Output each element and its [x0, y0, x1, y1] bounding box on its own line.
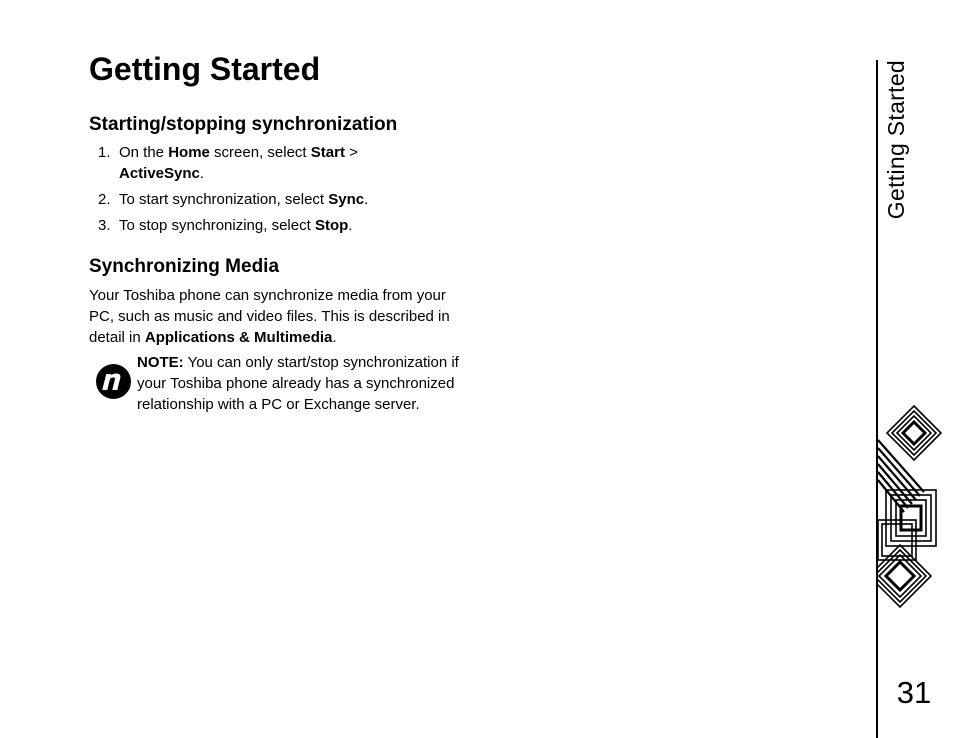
- step-text: On the Home screen, select Start > ActiveSync.: [119, 144, 358, 182]
- list-item: [89, 142, 449, 184]
- media-paragraph: Your Toshiba phone can synchronize media from your PC, such as music and video files. This is described in detail in Applications & Multimedia.: [89, 287, 450, 346]
- step-text: To stop synchronizing, select Stop.: [119, 217, 353, 234]
- decorative-diamond-pattern-icon: [876, 400, 948, 620]
- section-heading-sync: Starting/stopping synchronization: [89, 114, 398, 135]
- list-item: [89, 189, 449, 210]
- side-tab-label: Getting Started: [883, 60, 909, 220]
- list-item: [89, 215, 449, 236]
- note-label: NOTE:: [137, 354, 184, 371]
- page-title: Getting Started: [89, 51, 321, 87]
- step-number: 2.: [98, 191, 111, 208]
- sync-steps-list: [89, 142, 449, 241]
- step-number: 1.: [98, 144, 111, 161]
- step-text: To start synchronization, select Sync.: [119, 191, 369, 208]
- section-heading-media: Synchronizing Media: [89, 256, 280, 277]
- step-number: 3.: [98, 217, 111, 234]
- note-text: NOTE: You can only start/stop synchronization if your Toshiba phone already has a synchronized relationship with a PC or Exchange server.: [137, 354, 459, 413]
- note-icon: [95, 363, 132, 400]
- page-number: 31: [896, 675, 932, 710]
